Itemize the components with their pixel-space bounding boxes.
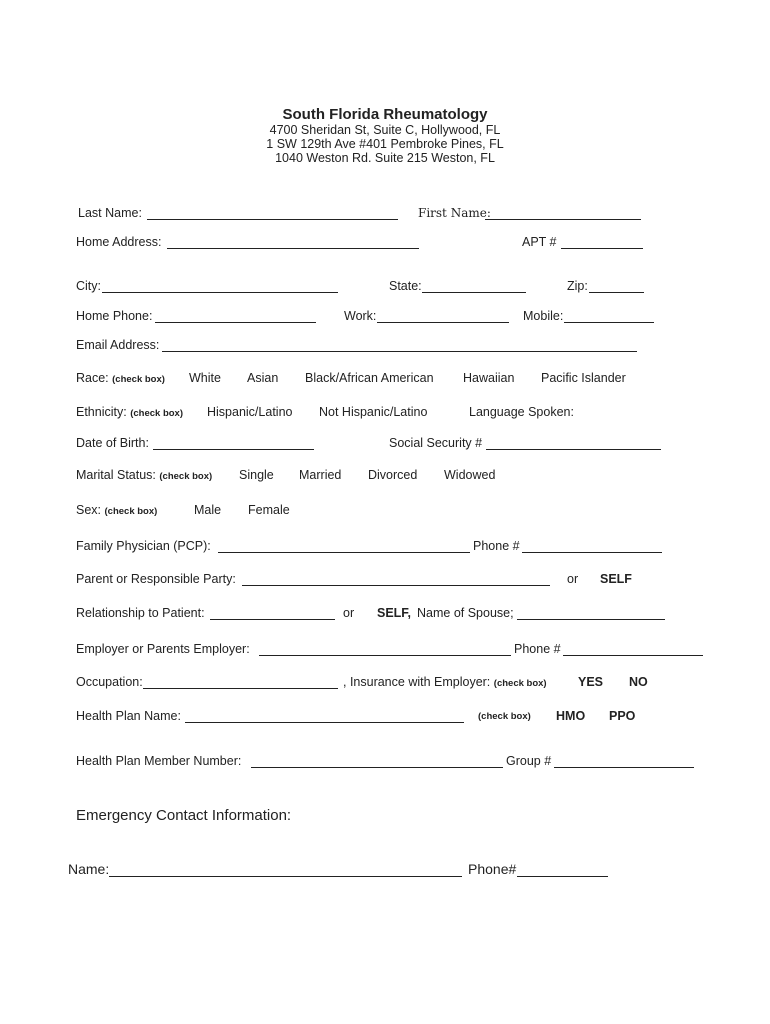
mobile-field[interactable] (564, 322, 654, 323)
sex-option-male[interactable]: Male (194, 503, 222, 517)
group-label: Group # (506, 754, 552, 768)
emergency-name-field[interactable] (109, 876, 462, 877)
occupation-label: Occupation: (76, 675, 143, 689)
health-plan-field[interactable] (185, 722, 464, 723)
insurance-employer-label: , Insurance with Employer: (check box) (343, 675, 547, 689)
health-plan-label: Health Plan Name: (76, 709, 181, 723)
insurance-no-option[interactable]: NO (629, 675, 648, 689)
marital-option-single[interactable]: Single (239, 468, 274, 482)
pcp-phone-label: Phone # (473, 539, 520, 553)
race-option-pacific[interactable]: Pacific Islander (541, 371, 626, 385)
last-name-field[interactable] (147, 219, 398, 220)
race-option-asian[interactable]: Asian (247, 371, 279, 385)
ssn-field[interactable] (486, 449, 661, 450)
dob-label: Date of Birth: (76, 436, 149, 450)
employer-field[interactable] (259, 655, 511, 656)
city-field[interactable] (102, 292, 338, 293)
marital-option-divorced[interactable]: Divorced (368, 468, 418, 482)
home-address-field[interactable] (167, 248, 419, 249)
parent-party-label: Parent or Responsible Party: (76, 572, 236, 586)
sex-option-female[interactable]: Female (248, 503, 290, 517)
ppo-option[interactable]: PPO (609, 709, 636, 723)
emergency-phone-field[interactable] (517, 876, 608, 877)
occupation-field[interactable] (143, 688, 338, 689)
home-address-label: Home Address: (76, 235, 162, 249)
relationship-label: Relationship to Patient: (76, 606, 205, 620)
relationship-field[interactable] (210, 619, 335, 620)
insurance-yes-option[interactable]: YES (578, 675, 604, 689)
relationship-self-option[interactable]: SELF, (377, 606, 412, 620)
work-label: Work: (344, 309, 377, 323)
relationship-or-text: or (343, 606, 355, 620)
parent-party-field[interactable] (242, 585, 550, 586)
zip-label: Zip: (567, 279, 588, 293)
ethnicity-option-hispanic[interactable]: Hispanic/Latino (207, 405, 293, 419)
employer-phone-label: Phone # (514, 642, 561, 656)
email-label: Email Address: (76, 338, 160, 352)
hmo-option[interactable]: HMO (556, 709, 586, 723)
ssn-label: Social Security # (389, 436, 483, 450)
emergency-heading: Emergency Contact Information: (76, 807, 292, 824)
mobile-label: Mobile: (523, 309, 564, 323)
language-label: Language Spoken: (469, 405, 574, 419)
spouse-field[interactable] (517, 619, 665, 620)
last-name-label: Last Name: (78, 206, 142, 220)
employer-phone-field[interactable] (563, 655, 703, 656)
work-phone-field[interactable] (377, 322, 509, 323)
apt-label: APT # (522, 235, 557, 249)
address-line-1: 4700 Sheridan St, Suite C, Hollywood, FL (269, 123, 501, 137)
group-field[interactable] (554, 767, 694, 768)
member-number-label: Health Plan Member Number: (76, 754, 242, 768)
parent-or-text: or (567, 572, 579, 586)
sex-label: Sex: (check box) (76, 503, 158, 517)
family-physician-label: Family Physician (PCP): (76, 539, 211, 553)
clinic-title: South Florida Rheumatology (282, 106, 488, 123)
race-option-white[interactable]: White (189, 371, 221, 385)
marital-option-widowed[interactable]: Widowed (444, 468, 496, 482)
home-phone-label: Home Phone: (76, 309, 153, 323)
spouse-label: Name of Spouse; (417, 606, 514, 620)
apt-field[interactable] (561, 248, 643, 249)
health-plan-check-box-hint: (check box) (478, 711, 531, 722)
ethnicity-option-not-hispanic[interactable]: Not Hispanic/Latino (319, 405, 428, 419)
state-label: State: (389, 279, 422, 293)
address-line-3: 1040 Weston Rd. Suite 215 Weston, FL (275, 151, 495, 165)
race-label: Race: (check box) (76, 371, 165, 385)
email-field[interactable] (162, 351, 637, 352)
first-name-label: First Name: (418, 206, 491, 220)
pcp-phone-field[interactable] (522, 552, 662, 553)
parent-self-option[interactable]: SELF (600, 572, 632, 586)
race-option-hawaiian[interactable]: Hawaiian (463, 371, 515, 385)
marital-label: Marital Status: (check box) (76, 468, 213, 482)
zip-field[interactable] (589, 292, 644, 293)
emergency-phone-label: Phone# (468, 861, 517, 877)
state-field[interactable] (422, 292, 526, 293)
address-line-2: 1 SW 129th Ave #401 Pembroke Pines, FL (266, 137, 504, 151)
first-name-field[interactable] (485, 219, 641, 220)
home-phone-field[interactable] (155, 322, 316, 323)
family-physician-field[interactable] (218, 552, 470, 553)
dob-field[interactable] (153, 449, 314, 450)
marital-option-married[interactable]: Married (299, 468, 342, 482)
member-number-field[interactable] (251, 767, 503, 768)
emergency-name-label: Name: (68, 861, 110, 877)
employer-label: Employer or Parents Employer: (76, 642, 250, 656)
city-label: City: (76, 279, 101, 293)
ethnicity-label: Ethnicity: (check box) (76, 405, 183, 419)
race-option-black[interactable]: Black/African American (305, 371, 434, 385)
